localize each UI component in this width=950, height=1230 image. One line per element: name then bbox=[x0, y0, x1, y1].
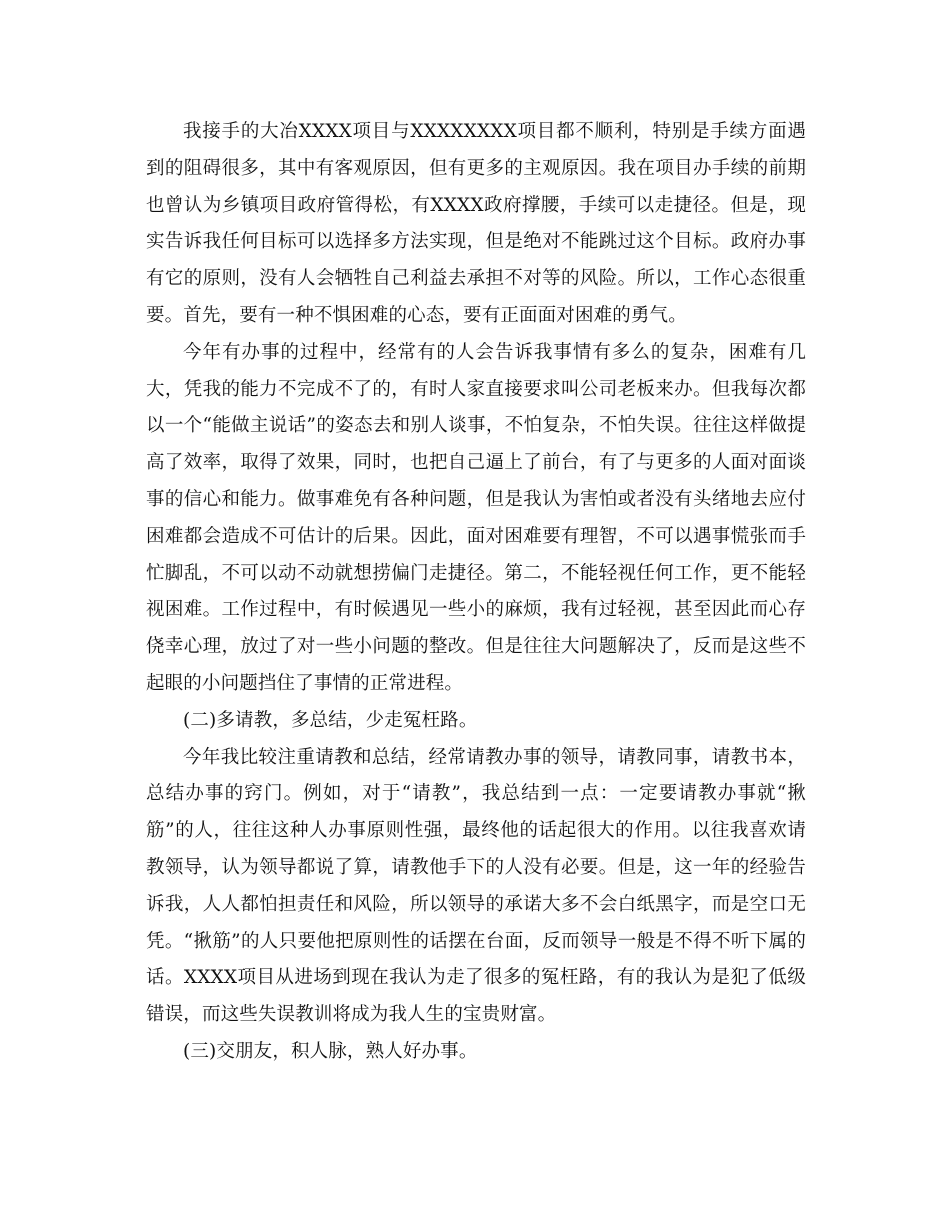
document-body bbox=[146, 114, 806, 1071]
section-heading-consult-summarize: (二)多请教，多总结，少走冤枉路。 bbox=[183, 709, 478, 731]
paragraph-project-difficulties: 我接手的大冶XXXX项目与XXXXXXXX项目都不顺利，特别是手续方面遇到的阻碍很多，其中有客观原因，但有更多的主观原因。我在项目办手续的前期也曾认为乡镇项目政府管得松，有XXXX政府撑腰，手续可以走捷径。但是，现实告诉我任何目标可以选择多方法实现，但是绝对不能跳过这个目标。政府办事有它的原则，没有人会牺牲自己利益去承担不对等的风险。所以，工作心态很重要。首先，要有一种不惧困难的心态，要有正面面对困难的勇气。 bbox=[146, 121, 806, 326]
paragraph-facing-difficulties: 今年有办事的过程中，经常有的人会告诉我事情有多么的复杂，困难有几大，凭我的能力不完成不了的，有时人家直接要求叫公司老板来办。但我每次都以一个“能做主说话”的姿态去和别人谈事，不怕复杂，不怕失误。往往这样做提高了效率，取得了效果，同时，也把自己逼上了前台，有了与更多的人面对面谈事的信心和能力。做事难免有各种问题，但是我认为害怕或者没有头绪地去应付困难都会造成不可估计的后果。因此，面对困难要有理智，不可以遇事慌张而手忙脚乱，不可以动不动就想捞偏门走捷径。第二，不能轻视任何工作，更不能轻视困难。工作过程中，有时候遇见一些小的麻烦，我有过轻视，甚至因此而心存侥幸心理，放过了对一些小问题的整改。但是往往大问题解决了，反而是这些不起眼的小问题挡住了事情的正常进程。 bbox=[146, 341, 806, 694]
section-heading-make-friends: (三)交朋友，积人脉，熟人好办事。 bbox=[183, 1040, 478, 1062]
paragraph-consult-summarize: 今年我比较注重请教和总结，经常请教办事的领导，请教同事，请教书本，总结办事的窍门。例如，对于“请教”，我总结到一点：一定要请教办事就“揪筋”的人，往往这种人办事原则性强，最终他的话起很大的作用。以往我喜欢请教领导，认为领导都说了算，请教他手下的人没有必要。但是，这一年的经验告诉我，人人都怕担责任和风险，所以领导的承诺大多不会白纸黑字，而是空口无凭。“揪筋”的人只要他把原则性的话摆在台面，反而领导一般是不得不听下属的话。XXXX项目从进场到现在我认为走了很多的冤枉路，有的我认为是犯了低级错误，而这些失误教训将成为我人生的宝贵财富。 bbox=[146, 746, 806, 1026]
